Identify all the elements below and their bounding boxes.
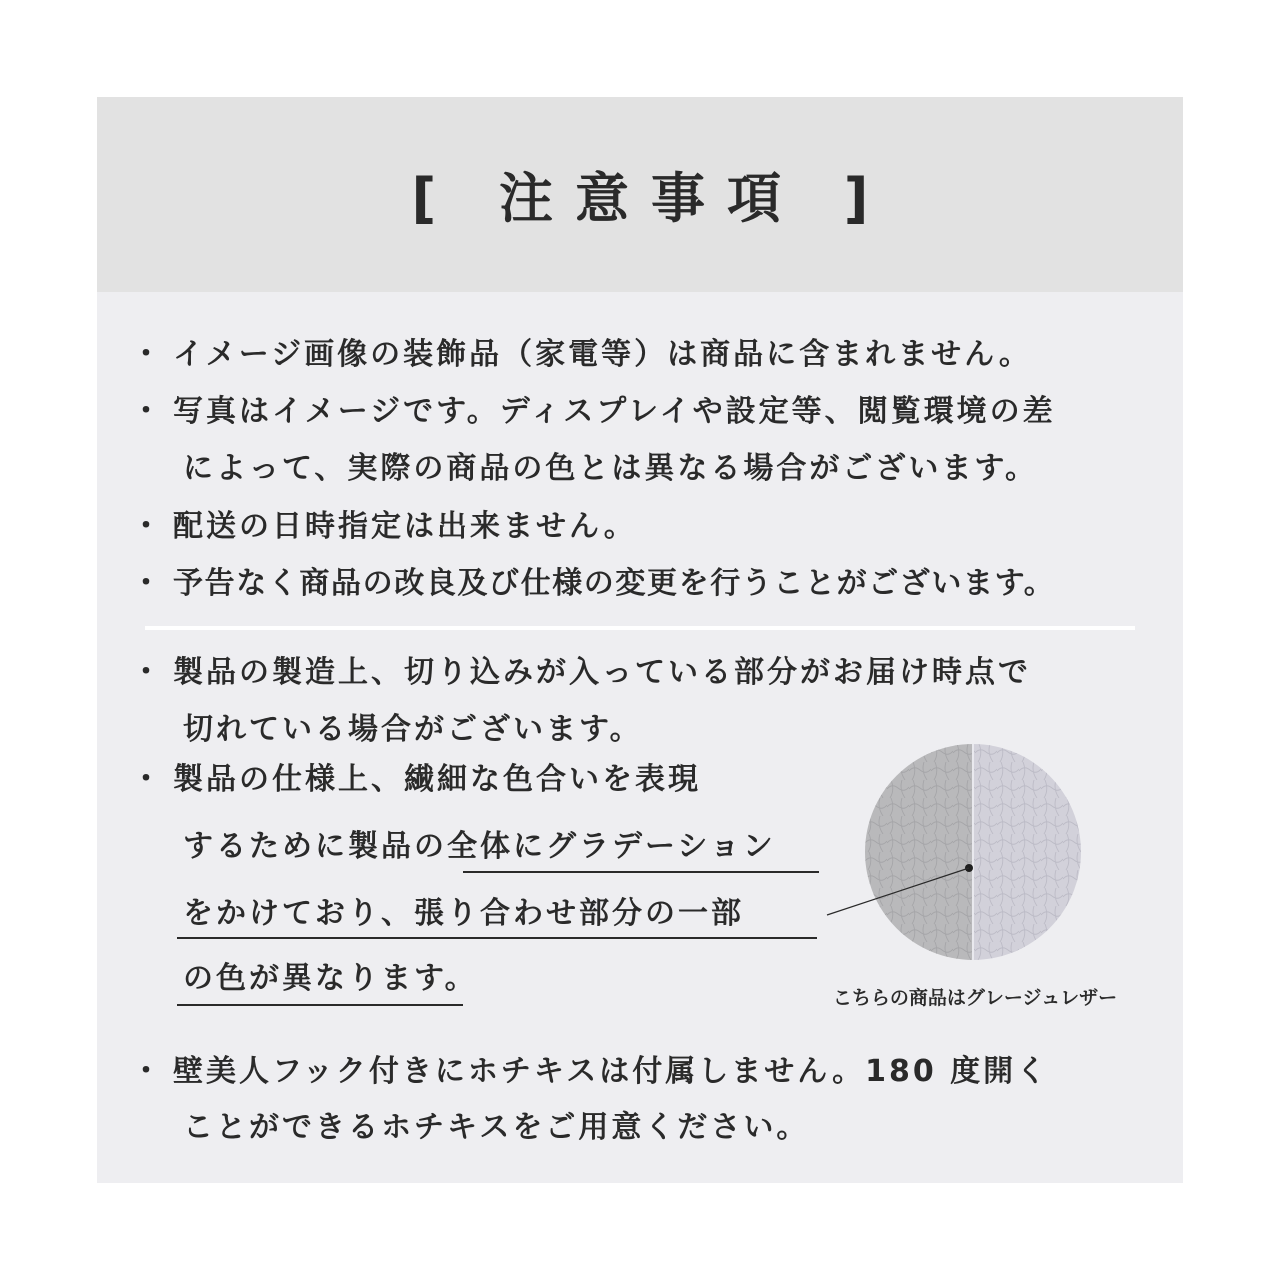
note-2-line-2: によって、実際の商品の色とは異なる場合がございます。 bbox=[183, 451, 1038, 486]
section-divider bbox=[145, 626, 1135, 630]
bullet-3: ・ bbox=[131, 509, 161, 544]
underline-2 bbox=[177, 937, 817, 939]
bullet-6: ・ bbox=[131, 762, 161, 797]
note-5-line-1: 製品の製造上、切り込みが入っている部分がお届け時点で bbox=[173, 655, 1031, 690]
note-2-line-1: 写真はイメージです。ディスプレイや設定等、閲覧環境の差 bbox=[173, 394, 1056, 429]
note-6-line-2: するために製品の全体にグラデーション bbox=[183, 829, 776, 864]
note-1-line-1: イメージ画像の装飾品（家電等）は商品に含まれません。 bbox=[173, 337, 1032, 372]
note-3-line-1: 配送の日時指定は出来ません。 bbox=[173, 509, 637, 544]
bullet-2: ・ bbox=[131, 394, 161, 429]
notice-card bbox=[97, 97, 1183, 1183]
note-4-line-1: 予告なく商品の改良及び仕様の変更を行うことがございます。 bbox=[173, 566, 1056, 601]
note-5-line-2: 切れている場合がございます。 bbox=[183, 712, 643, 747]
page-title: [ 注意事項 ] bbox=[411, 167, 891, 230]
underline-3 bbox=[177, 1004, 463, 1006]
bullet-7: ・ bbox=[131, 1054, 161, 1089]
underline-1 bbox=[463, 871, 819, 873]
note-6-line-3: をかけており、張り合わせ部分の一部 bbox=[183, 896, 744, 931]
bullet-1: ・ bbox=[131, 337, 161, 372]
notice-header bbox=[97, 97, 1183, 292]
leather-swatch-image bbox=[865, 744, 1081, 960]
note-6-line-4: の色が異なります。 bbox=[183, 961, 478, 996]
note-6-line-1: 製品の仕様上、繊細な色合いを表現 bbox=[173, 762, 701, 797]
note-7-line-1: 壁美人フック付きにホチキスは付属しません。180 度開く bbox=[173, 1054, 1050, 1089]
bullet-4: ・ bbox=[131, 566, 161, 601]
bullet-5: ・ bbox=[131, 655, 161, 690]
swatch-caption: こちらの商品はグレージュレザー bbox=[832, 987, 1118, 1009]
note-7-line-2: ことができるホチキスをご用意ください。 bbox=[183, 1110, 810, 1145]
